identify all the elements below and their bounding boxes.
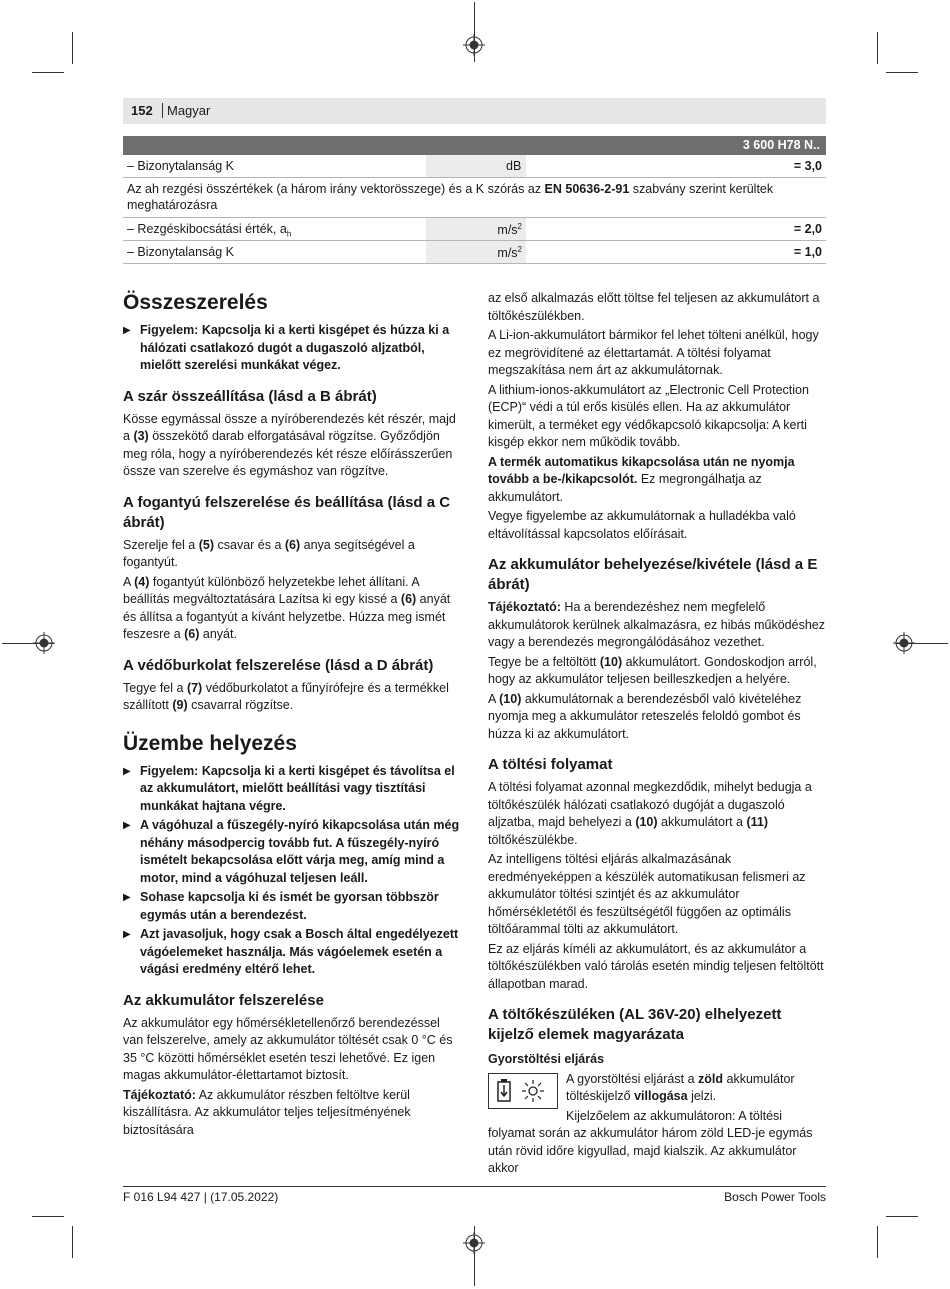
- model-header: 3 600 H78 N..: [123, 136, 826, 155]
- row-value: = 2,0: [793, 222, 822, 236]
- paragraph: Vegye figyelembe az akkumulátornak a hulladékba való eltávolítással kapcsolatos előírásait.: [488, 509, 796, 541]
- table-row: [123, 155, 826, 178]
- note-label: Tájékoztató:: [488, 600, 561, 614]
- row-value: = 1,0: [793, 245, 822, 259]
- paragraph: Az intelligens töltési eljárás alkalmazásának eredményeképpen a készülék automatikusan felismeri az akkumulátor töltési szintjét és az akkumulátor hőmérsékletétől és feszültségétől függően az optimális töltőárammal tölti az akkumulátort.: [488, 852, 806, 936]
- led-flash-icon: [489, 1074, 557, 1108]
- crop-mark: [877, 1226, 878, 1258]
- part-ref: (7): [186, 680, 203, 695]
- registration-mark-icon: [463, 1232, 485, 1254]
- minor-heading: Gyorstöltési eljárás: [488, 1052, 605, 1066]
- paragraph: [123, 537, 461, 572]
- row-value: = 3,0: [793, 159, 822, 173]
- paragraph: [488, 691, 826, 744]
- row-label-sub: h: [286, 229, 292, 239]
- row-label: – Bizonytalanság K: [127, 245, 235, 259]
- bold-text: zöld: [698, 1071, 724, 1086]
- subsection-heading: A szár összeállítása (lásd a B ábrát): [123, 387, 377, 405]
- row-unit-sup: 2: [517, 245, 522, 254]
- bold-text: A termék automatikus kikapcsolása után ne nyomja tovább a be-/kikapcsolót.: [488, 454, 795, 486]
- note-text: Az ah rezgési összértékek (a három irány vektorösszege) és a K szórás az: [127, 182, 545, 196]
- crop-mark: [32, 1216, 64, 1217]
- spec-table: [123, 136, 826, 264]
- text: anya segítségével a fogantyút.: [123, 537, 415, 569]
- text: jelzi.: [687, 1089, 717, 1103]
- paragraph: Ez az eljárás kíméli az akkumulátort, és az akkumulátor a töltőkészülékben való tárolás esetén mindig teljesen feltöltött állapotban marad.: [488, 941, 824, 991]
- table-note: [123, 178, 826, 218]
- part-ref: (6): [400, 592, 417, 606]
- row-unit-sup: 2: [517, 222, 522, 231]
- row-label: [127, 222, 291, 239]
- warning-text: ▶ Figyelem: Kapcsolja ki a kerti kisgépet és távolítsa el az akkumulátort, mielőtt beállítási vagy tisztítási munkákat hajtana végre.: [123, 763, 461, 816]
- row-label-text: – Rezgéskibocsátási érték, a: [127, 222, 287, 236]
- part-ref: (6): [184, 627, 200, 641]
- subsection-heading: A védőburkolat felszerelése (lásd a D ábrát): [123, 656, 434, 674]
- warning-text: ▶ Figyelem: Kapcsolja ki a kerti kisgépet és húzza ki a hálózati csatlakozó dugót a dugaszoló aljzatból, mielőtt szerelési munkákat végez.: [123, 322, 461, 375]
- warning-text: ▶ Azt javasoljuk, hogy csak a Bosch által engedélyezett vágóelemeket használja. Más vágóelemek esetén a vágási eredmény eltérő lehet.: [123, 926, 461, 979]
- section-heading: Üzembe helyezés: [123, 731, 297, 755]
- text: anyát.: [199, 627, 237, 641]
- subsection-heading: A fogantyú felszerelése és beállítása (lásd a C ábrát): [123, 493, 451, 531]
- text: akkumulátornak a berendezésből való kivételéhez nyomja meg a akkumulátor reteszelés feloldó gombot és húzza ki az akkumulátort.: [488, 691, 802, 741]
- text: akkumulátort. Gondoskodjon arról, hogy az akkumulátor teljesen beilleszkedjen a helyére.: [488, 654, 817, 686]
- text: Ez megrongálhatja az akkumulátort.: [488, 472, 762, 504]
- charger-led-icon: [488, 1073, 558, 1109]
- text: A gyorstöltési eljárást a: [566, 1071, 699, 1086]
- paragraph: [488, 454, 826, 507]
- crop-mark: [886, 1216, 918, 1217]
- text: Ha a berendezéshez nem megfelelő akkumulátorok kerülnek alkalmazásra, ez hibás működéshez vagy a berendezés megrongálódásához vezethet.: [488, 600, 825, 649]
- footer-doc-id: F 016 L94 427 | (17.05.2022): [123, 1190, 279, 1204]
- paragraph: [566, 1071, 826, 1106]
- text: csavarral rögzítse.: [187, 698, 294, 712]
- row-unit: [426, 245, 522, 260]
- text: akkumulátort a: [657, 815, 747, 829]
- paragraph: [123, 574, 461, 644]
- crop-mark: [877, 32, 878, 64]
- text: töltőkészülékbe.: [488, 832, 578, 847]
- section-heading: Összeszerelés: [123, 291, 268, 314]
- part-ref: (6): [284, 537, 301, 552]
- paragraph: A lithium-ionos-akkumulátort az „Electronic Cell Protection (ECP)“ védi a túl erős kisülés ellen. Ha az akkumulátor kimerült, a terméket egy védőkapcsoló kikapcsolja: A kerti kisgép ekkor nem működik tovább.: [488, 382, 809, 449]
- part-ref: (5): [198, 537, 215, 552]
- crop-mark: [72, 1226, 73, 1258]
- page-number: 152: [131, 103, 153, 118]
- part-ref: (10): [599, 654, 623, 669]
- paragraph: [488, 599, 826, 652]
- text: Kösse egymással össze a nyíróberendezés két részér, majd a: [123, 411, 456, 443]
- paragraph: Kijelzőelem az akkumulátoron: A töltési folyamat során az akkumulátor három zöld LED-je egymás után rövid időre kigyullad, majd kialszik. Az akkumulátor akkor: [488, 1108, 813, 1175]
- part-ref: (10): [635, 815, 658, 829]
- language-label: Magyar: [162, 103, 210, 118]
- text: csavar és a: [214, 537, 285, 552]
- registration-mark-icon: [893, 632, 915, 654]
- indicator-block: [488, 1071, 826, 1178]
- left-column: [123, 290, 461, 1141]
- part-ref: (9): [172, 698, 188, 712]
- part-ref: (11): [746, 815, 769, 829]
- table-row: [123, 241, 826, 264]
- text: Tegye fel a: [123, 680, 187, 695]
- registration-mark-icon: [463, 34, 485, 56]
- text: A: [488, 691, 500, 706]
- table-row: [123, 218, 826, 241]
- text: A: [123, 574, 135, 589]
- subsection-heading: A töltési folyamat: [488, 756, 613, 773]
- text: Tegye be a feltöltött: [488, 654, 600, 669]
- page-header: [123, 98, 826, 124]
- paragraph: [488, 779, 826, 849]
- paragraph: [488, 654, 826, 689]
- subsection-heading: Az akkumulátor behelyezése/kivétele (lásd a E ábrát): [488, 556, 818, 593]
- paragraph: [123, 411, 461, 481]
- paragraph: az első alkalmazás előtt töltse fel teljesen az akkumulátort a töltőkészülékben.: [488, 291, 820, 323]
- subsection-heading: Az akkumulátor felszerelése: [123, 991, 324, 1009]
- text: Az akkumulátor részben feltöltve kerül kiszállításra. Az akkumulátor teljes teljesítményének biztosítására: [123, 1087, 411, 1137]
- paragraph: Az akkumulátor egy hőmérsékletellenőrző berendezéssel van felszerelve, amely az akkumulátor töltését csak 0 °C és 35 °C közötti hőmérséklet esetén teszi lehetővé. Ez igen magas akkumulátor-élettartamot biztosít.: [123, 1015, 453, 1082]
- right-column: [488, 290, 826, 1180]
- registration-mark-icon: [33, 632, 55, 654]
- paragraph: [123, 1087, 461, 1140]
- note-text: szabvány szerint kerültek meghatározásra: [127, 182, 774, 212]
- text: akkumulátor töltéskijelző: [566, 1071, 795, 1103]
- footer-brand: Bosch Power Tools: [724, 1190, 826, 1204]
- text: anyát és állítsa a fogantyút a kívánt helyzetbe. Húzza meg ismét feszesre a: [123, 592, 451, 641]
- bold-text: villogása: [634, 1089, 688, 1103]
- row-unit: dB: [506, 159, 522, 173]
- footer-rule: [123, 1186, 826, 1187]
- note-standard: EN 50636-2-91: [544, 182, 630, 196]
- row-unit-text: m/s: [497, 246, 518, 261]
- warning-text: ▶ Sohase kapcsolja ki és ismét be gyorsan többször egymás után a berendezést.: [123, 889, 461, 924]
- crop-mark: [72, 32, 73, 64]
- part-ref: (3): [133, 429, 149, 443]
- row-unit-text: m/s: [497, 223, 518, 238]
- text: összekötő darab elforgatásával rögzítse. Győződjön meg róla, hogy a nyíróberendezés két része előírásszerűen össze van szerelve és egymáshoz van rögzítve.: [123, 429, 453, 478]
- row-label: – Bizonytalanság K: [127, 159, 235, 173]
- part-ref: (4): [134, 574, 150, 589]
- crop-mark: [32, 72, 64, 73]
- text: fogantyút különböző helyzetekbe lehet állítani. A beállítás megváltoztatására Lazítsa ki egy kissé a: [123, 574, 420, 606]
- row-unit: [426, 222, 522, 237]
- text: védőburkolatot a fűnyírófejre és a termékkel szállított: [123, 680, 449, 712]
- paragraph: A Li-ion-akkumulátort bármikor fel lehet tölteni anélkül, hogy ez megrövidítené az élettartamát. A töltési folyamat megszakítása nem árt az akkumulátornak.: [488, 328, 819, 377]
- text: Szerelje fel a: [123, 537, 199, 552]
- part-ref: (10): [499, 691, 522, 706]
- warning-text: ▶ A vágóhuzal a fűszegély-nyíró kikapcsolása után még néhány másodpercig tovább fut. A fűszegély-nyíró ismételt bekapcsolása előtt várja meg, amíg mind a motor, mind a vágóhuzal teljesen leáll.: [123, 817, 461, 887]
- crop-mark: [886, 72, 918, 73]
- note-label: Tájékoztató:: [123, 1087, 196, 1102]
- subsection-heading: A töltőkészüléken (AL 36V-20) elhelyezett kijelző elemek magyarázata: [488, 1006, 782, 1043]
- text: A töltési folyamat azonnal megkezdődik, mihelyt bedugja a töltőkészülék hálózati csatlakozó dugóját a dugaszoló aljzatba, majd behelyezi a: [488, 780, 812, 829]
- paragraph: [123, 680, 461, 715]
